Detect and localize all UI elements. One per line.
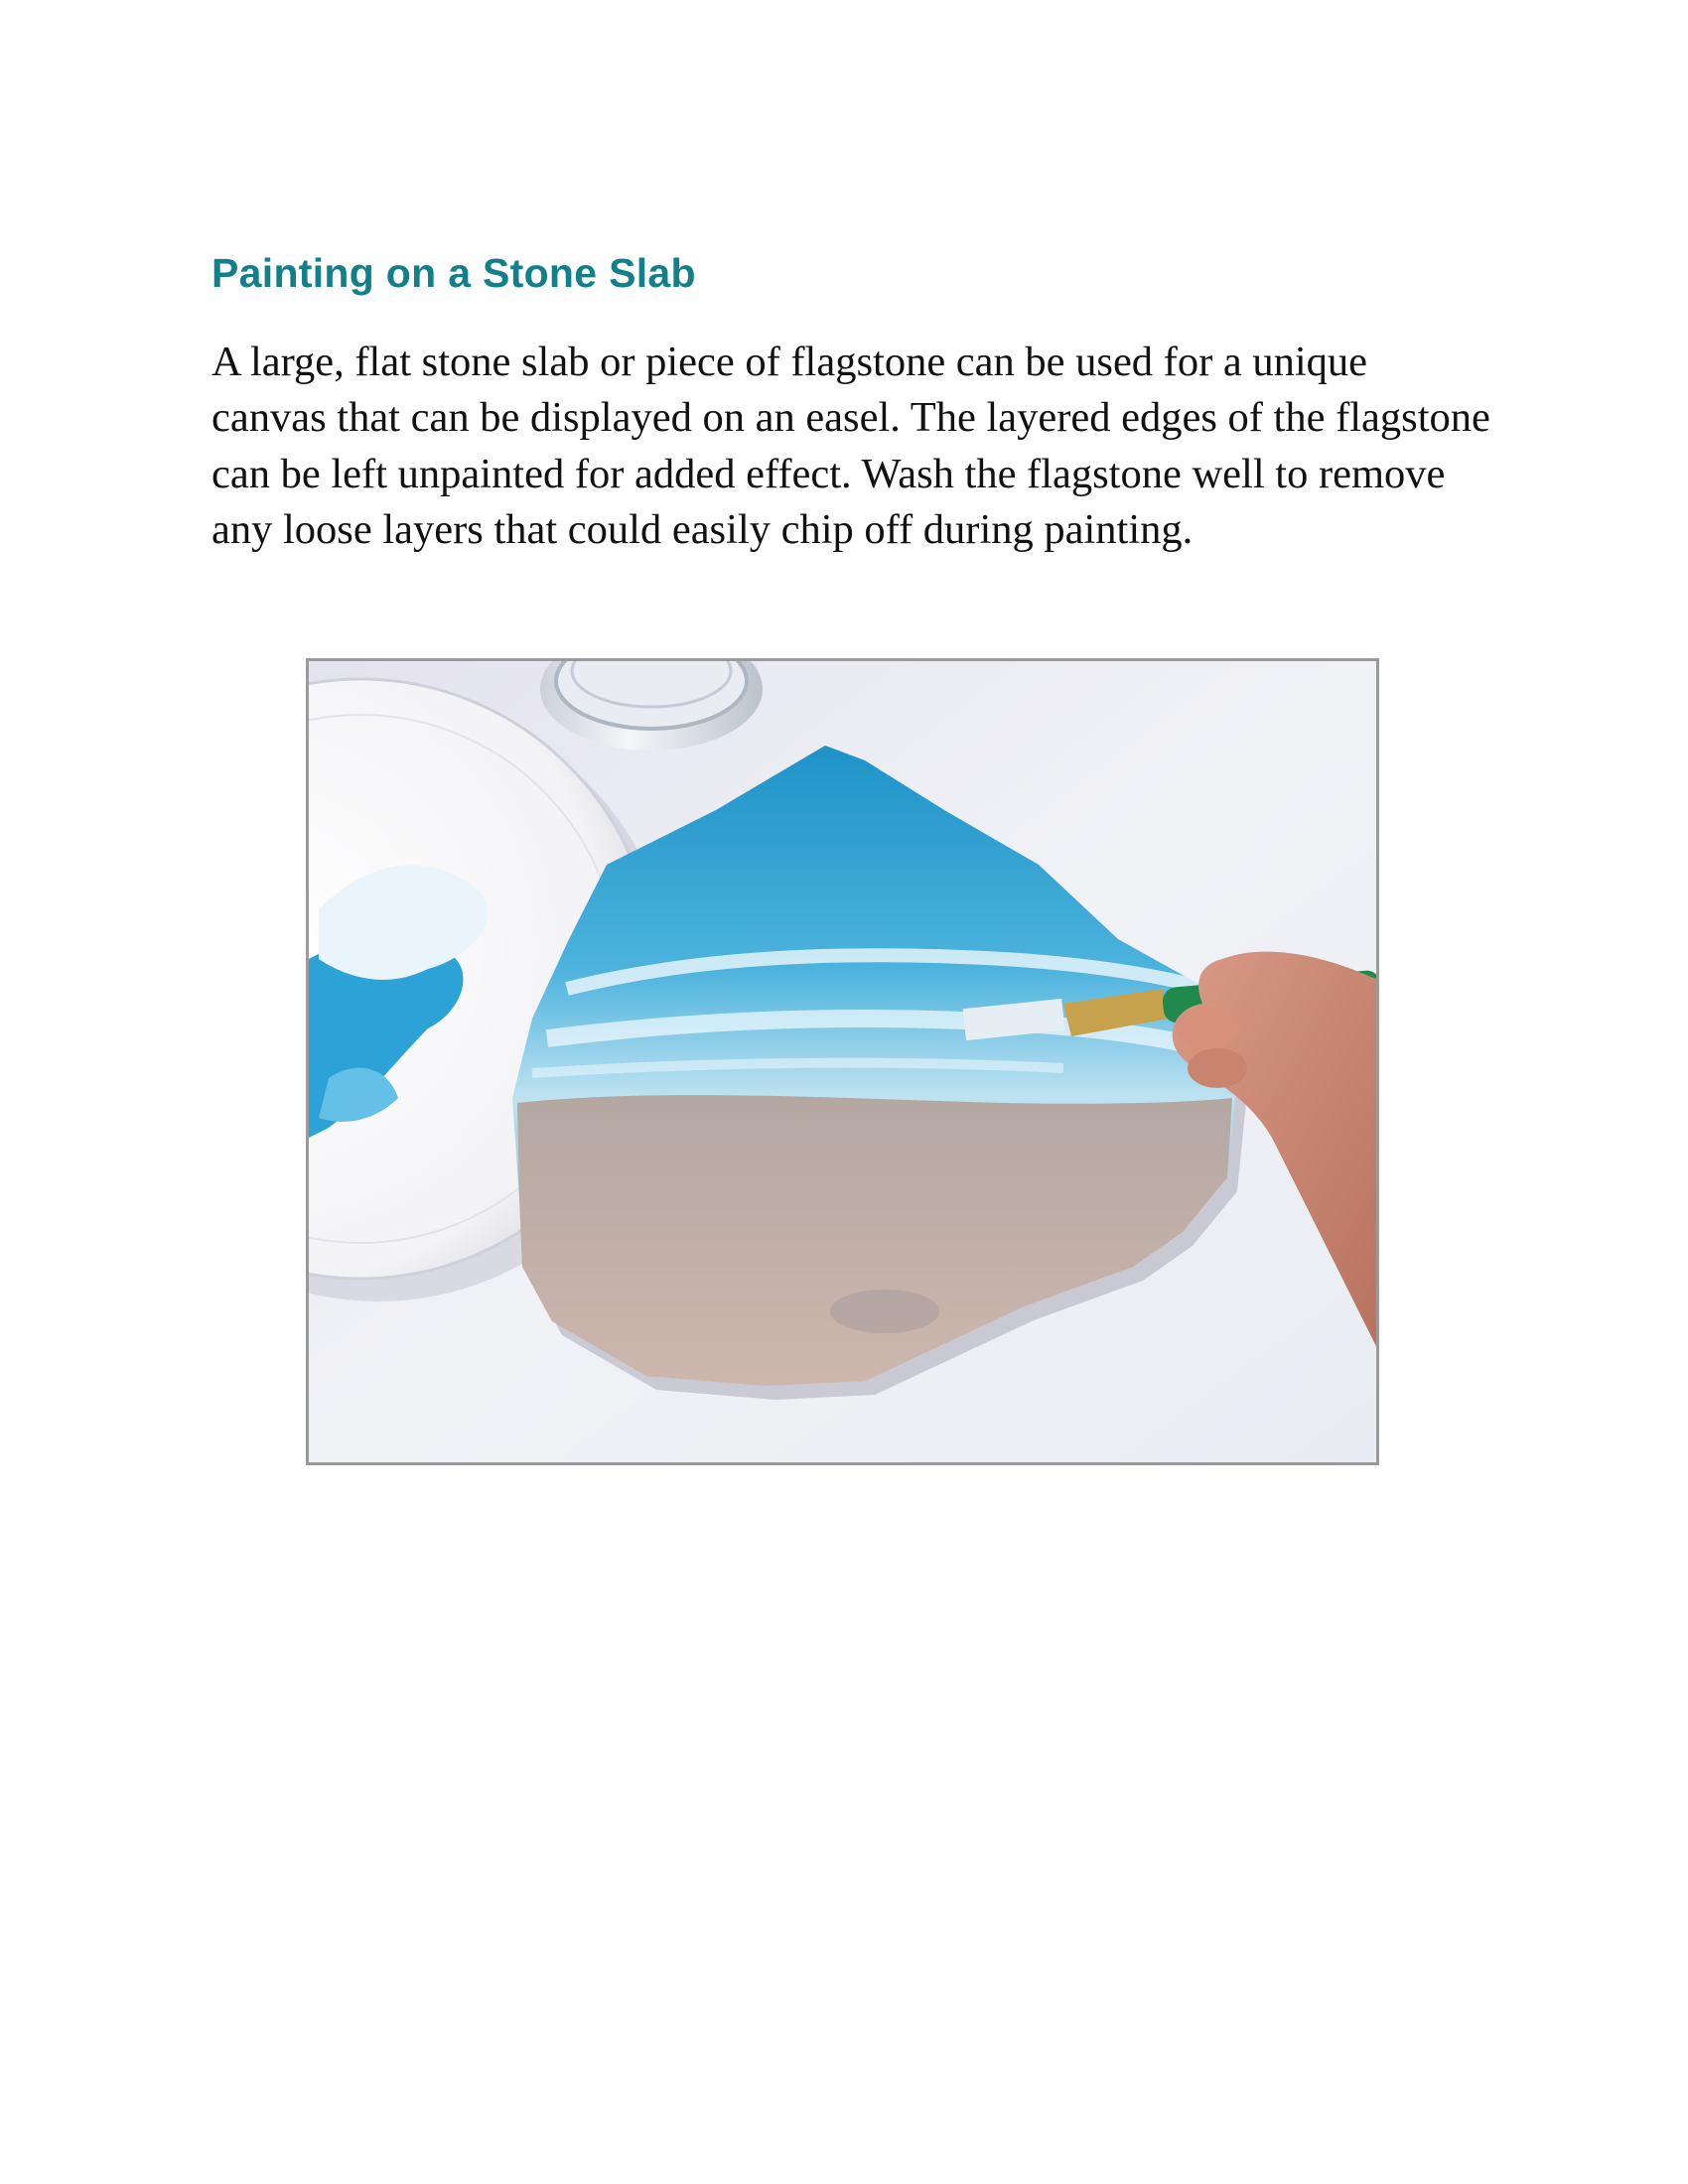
section-heading: Painting on a Stone Slab xyxy=(211,250,696,296)
stone-painting-photo xyxy=(306,658,1379,1465)
body-paragraph: A large, flat stone slab or piece of flagstone can be used for a unique canvas that can be displayed on an easel. The layered edges of the flagstone can be left unpainted for added effect. Wash the flagstone well to remove any loose layers that could easily chip off during painting. xyxy=(211,339,1490,553)
